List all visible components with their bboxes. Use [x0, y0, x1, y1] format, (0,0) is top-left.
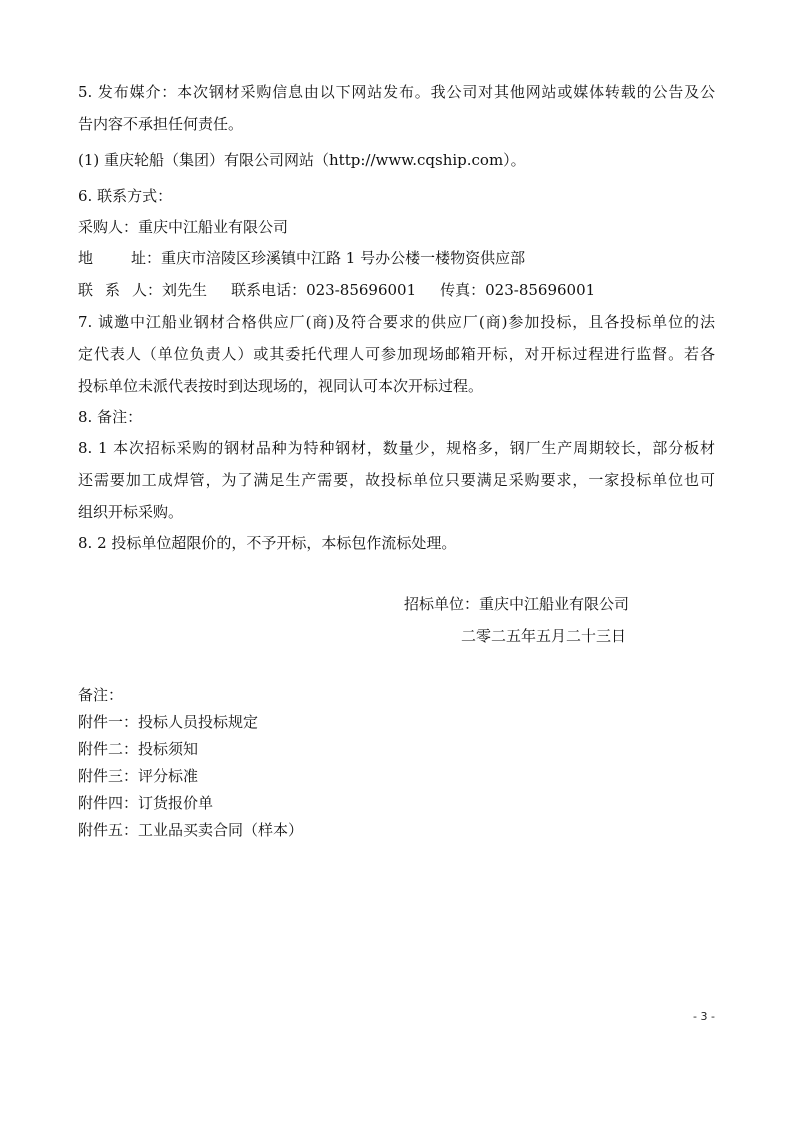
- purchaser-row: [78, 217, 288, 237]
- section5-line2: 告内容不承担任何责任。: [78, 115, 244, 133]
- address-value: 重庆市涪陵区珍溪镇中江路 1 号办公楼一楼物资供应部: [161, 249, 526, 267]
- contact-label-c: 人：: [132, 281, 163, 299]
- section5-item1: (1) 重庆轮船（集团）有限公司网站（http://www.cqship.com）。: [78, 151, 526, 169]
- attachments-heading: 备注：: [78, 686, 124, 704]
- phone-label: 联系电话：: [231, 281, 307, 299]
- section5-line1: 5. 发布媒介：本次钢材采购信息由以下网站发布。我公司对其他网站或媒体转载的公告及公: [78, 83, 715, 101]
- contact-value: 刘先生: [162, 281, 208, 299]
- attachment-item-4: 附件四：订货报价单: [78, 794, 214, 812]
- contact-label-b: 系: [105, 281, 121, 299]
- fax-label: 传真：: [440, 281, 486, 299]
- attachment-item-2: 附件二：投标须知: [78, 740, 199, 758]
- attachment-item-3: 附件三：评分标准: [78, 767, 199, 785]
- section7-line3: 投标单位未派代表按时到达现场的，视同认可本次开标过程。: [78, 377, 484, 395]
- section8-item1-line3: 组织开标采购。: [78, 503, 184, 521]
- phone-value: 023-85696001: [306, 281, 417, 299]
- contact-row: [78, 280, 595, 300]
- attachment-item-1: 附件一：投标人员投标规定: [78, 713, 259, 731]
- contact-label-a: 联: [78, 281, 94, 299]
- signature-date: 二零二五年五月二十三日: [461, 627, 627, 645]
- section8-item1-line1: 8. 1 本次招标采购的钢材品种为特种钢材，数量少，规格多，钢厂生产周期较长，部分板材: [78, 439, 715, 457]
- address-label-b: 址：: [131, 249, 162, 267]
- section8-heading: 8. 备注：: [78, 408, 143, 426]
- page-number: - 3 -: [693, 1010, 715, 1023]
- address-row: [78, 248, 525, 268]
- purchaser-label: 采购人：: [78, 218, 139, 236]
- section8-item1-line2: 还需要加工成焊管，为了满足生产需要，故投标单位只要满足采购要求，一家投标单位也可: [78, 471, 715, 489]
- address-label-a: 地: [78, 249, 94, 267]
- fax-value: 023-85696001: [485, 281, 596, 299]
- section7-line2: 定代表人（单位负责人）或其委托代理人可参加现场邮箱开标，对开标过程进行监督。若各: [78, 345, 715, 363]
- attachment-item-5: 附件五：工业品买卖合同（样本）: [78, 821, 304, 839]
- signature-unit: 招标单位：重庆中江船业有限公司: [404, 595, 630, 613]
- section8-item2: 8. 2 投标单位超限价的，不予开标，本标包作流标处理。: [78, 534, 457, 552]
- section6-heading: 6. 联系方式：: [78, 187, 173, 205]
- purchaser-value: 重庆中江船业有限公司: [138, 218, 289, 236]
- section7-line1: 7. 诚邀中江船业钢材合格供应厂(商)及符合要求的供应厂(商)参加投标，且各投标单位的法: [78, 313, 715, 331]
